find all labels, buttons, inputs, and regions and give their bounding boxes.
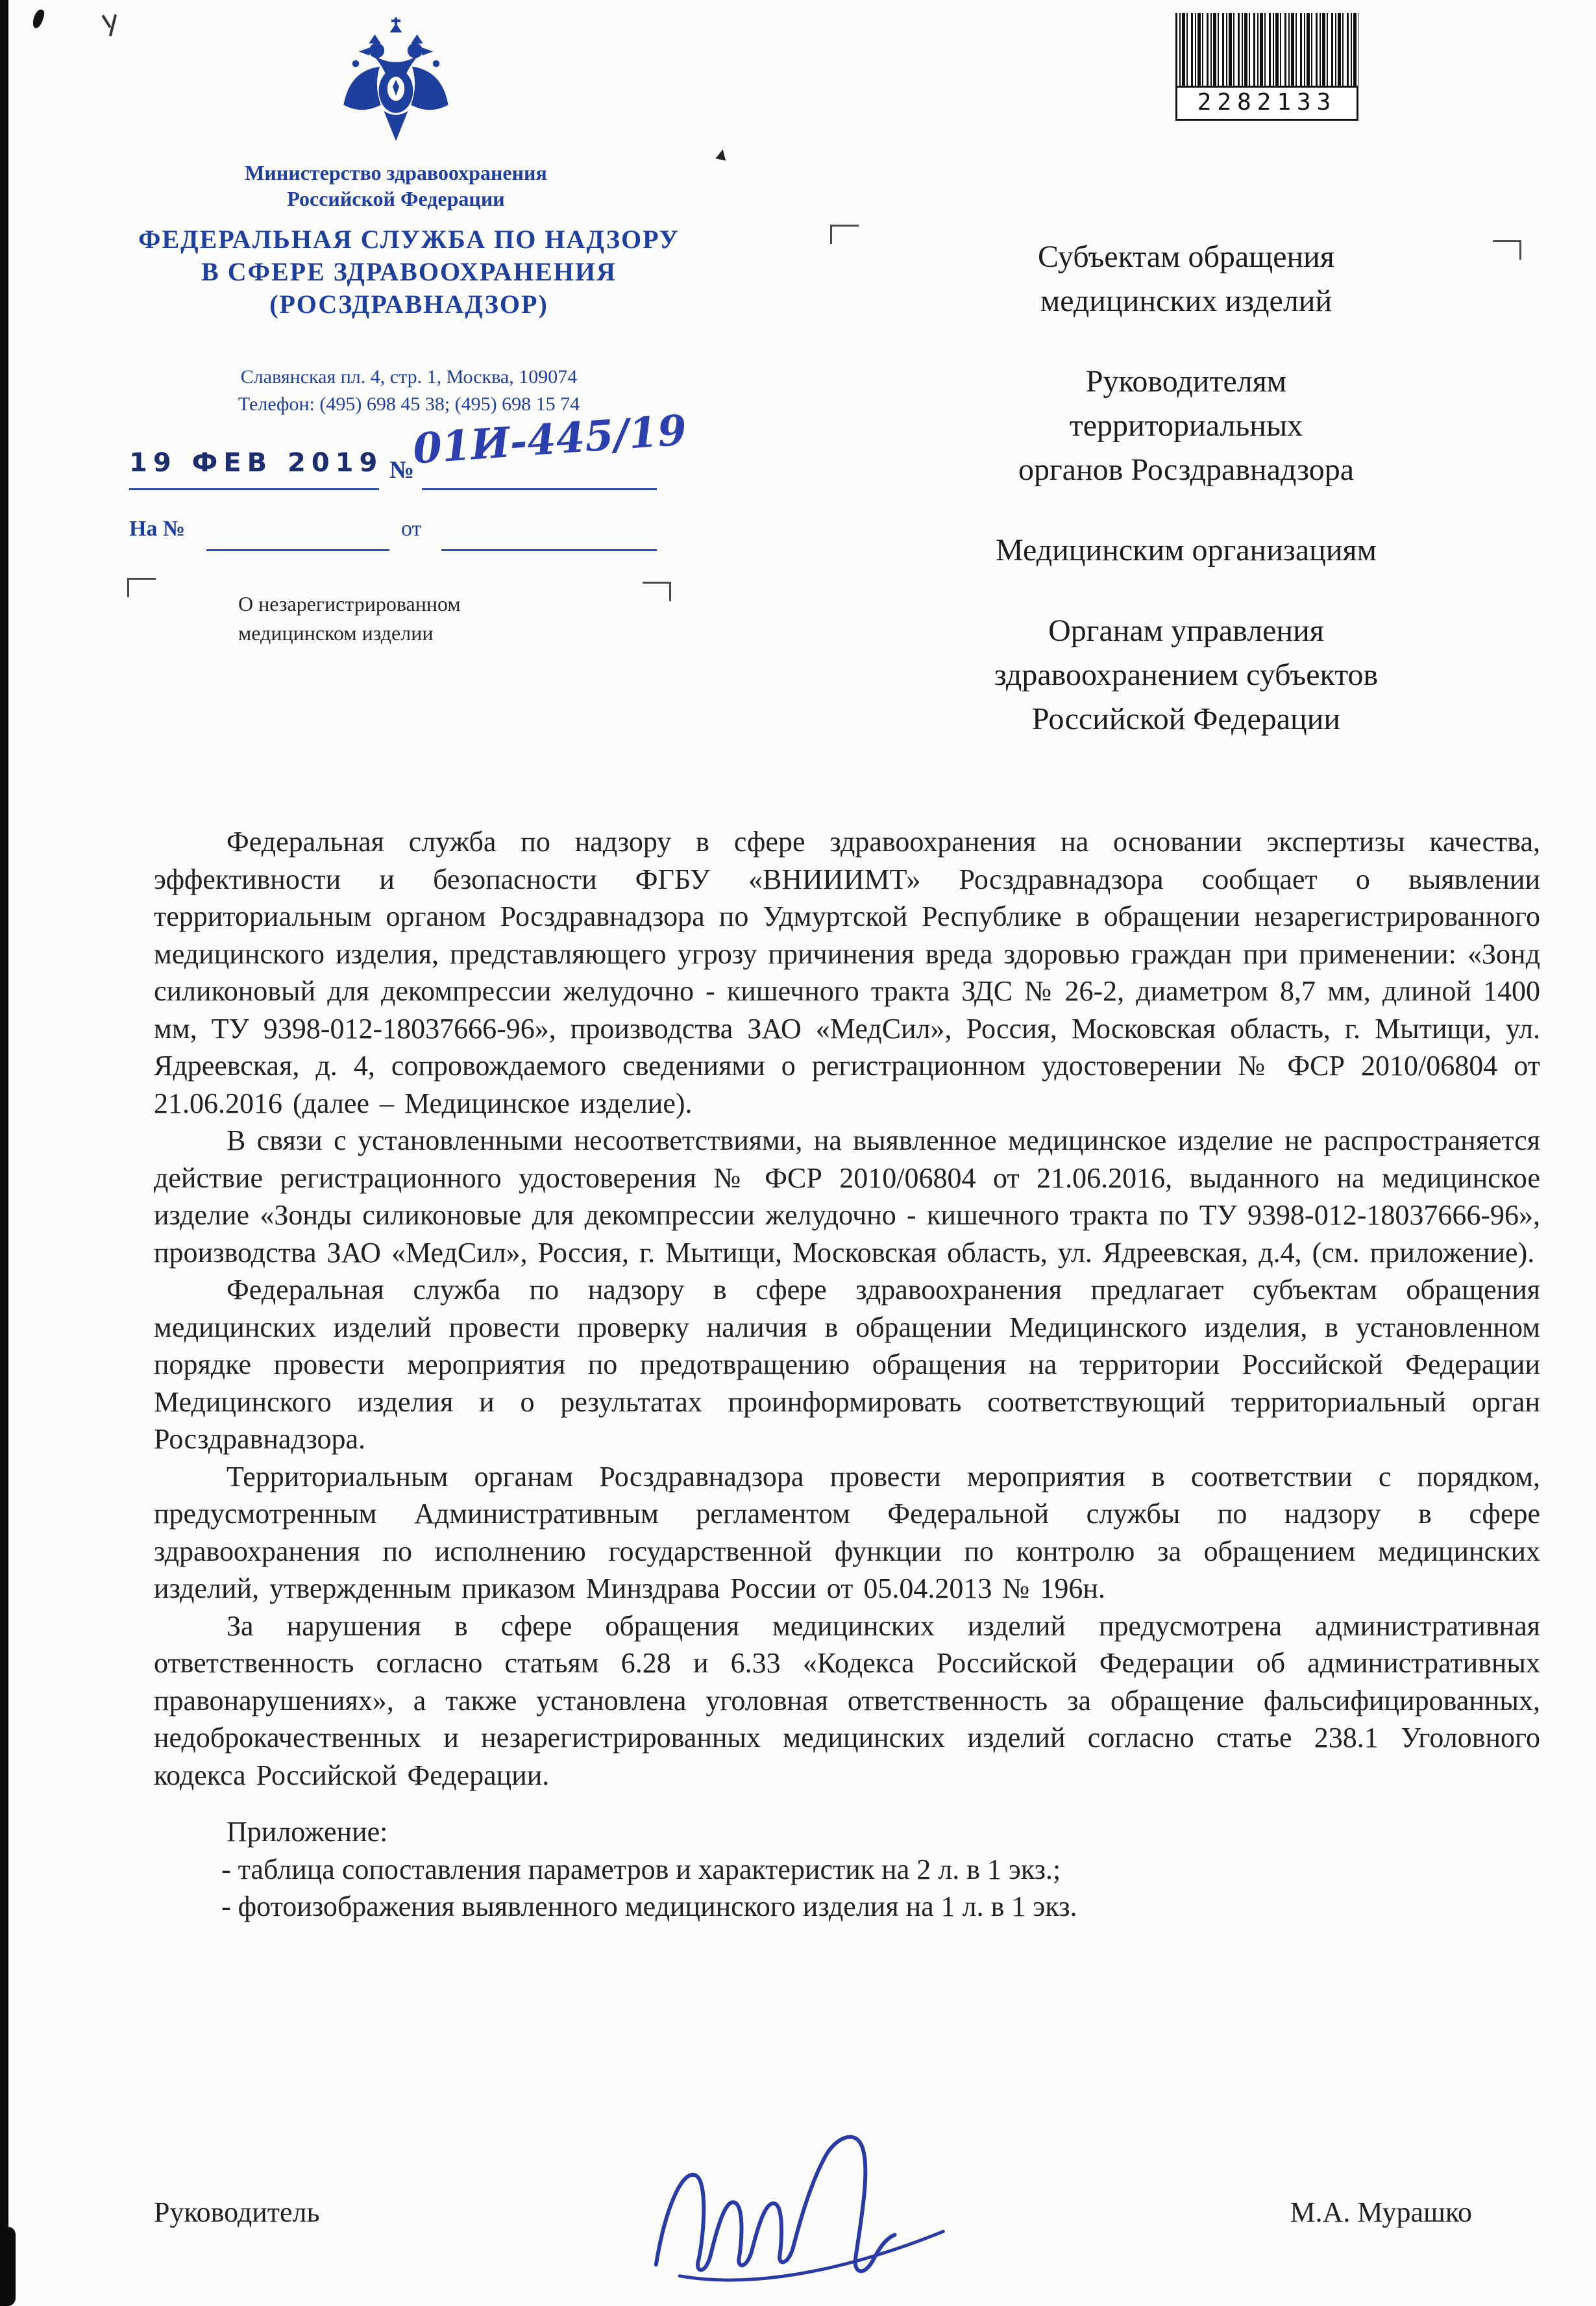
- ministry-line: Российской Федерации: [287, 187, 505, 210]
- addressee-line: Руководителям: [1085, 364, 1287, 399]
- coat-of-arms-icon: [336, 14, 456, 153]
- service-name: [110, 223, 707, 321]
- service-line: (РОСЗДРАВНАДЗОР): [269, 290, 548, 319]
- addressee-line: здравоохранением субъектов: [994, 658, 1379, 692]
- addressee-list: [831, 235, 1541, 741]
- subject-line: [238, 589, 461, 648]
- addressee-line: Субъектам обращения: [1038, 240, 1334, 274]
- attachment-item: - таблица сопоставления параметров и характеристик на 2 л. в 1 экз.;: [221, 1853, 1061, 1885]
- date-rule: [129, 488, 379, 490]
- ministry-name: [169, 160, 623, 212]
- barcode-bars: [1175, 13, 1358, 86]
- service-line: В СФЕРЕ ЗДРАВООХРАНЕНИЯ: [201, 257, 617, 286]
- ref-number-label: На №: [129, 517, 186, 541]
- ministry-line: Министерство здравоохранения: [245, 161, 547, 184]
- attachment-title: Приложение:: [227, 1816, 388, 1848]
- subject-corner-mark: [127, 578, 156, 597]
- number-rule: [422, 488, 657, 490]
- date-stamp: 19 ФЕВ 2019: [129, 448, 384, 478]
- signatory-role: Руководитель: [154, 2196, 320, 2228]
- handwritten-signature-ink: [630, 2106, 979, 2305]
- addressee-item: [831, 360, 1541, 492]
- handwritten-outgoing-number: 01И-445/19: [411, 406, 689, 474]
- ref-from-rule: [441, 549, 657, 551]
- scan-speck-artifact: [31, 8, 46, 30]
- barcode: [1175, 13, 1358, 121]
- scan-speck-artifact: [101, 15, 111, 29]
- addressee-item: [831, 235, 1541, 323]
- addressee-line: медицинских изделий: [1040, 284, 1332, 318]
- scan-edge-artifact: [0, 0, 8, 2306]
- letterhead-address: [110, 364, 707, 418]
- phone-line: Телефон: (495) 698 45 38; (495) 698 15 74: [238, 393, 580, 415]
- subject-corner-mark: [643, 582, 671, 601]
- addressee-line: органов Росздравнадзора: [1018, 453, 1354, 487]
- addressee-item: [831, 528, 1541, 573]
- subject-text: О незарегистрированном: [238, 592, 461, 615]
- addressee-line: территориальных: [1069, 408, 1303, 443]
- letter-body: [154, 823, 1540, 1926]
- addressee-line: Российской Федерации: [1031, 702, 1341, 736]
- address-line: Славянская пл. 4, стр. 1, Москва, 109074: [240, 366, 578, 388]
- scan-speck-artifact: [716, 149, 728, 161]
- ref-number-rule: [206, 549, 389, 551]
- scan-edge-blob-artifact: [0, 2227, 16, 2306]
- body-paragraph: Федеральная служба по надзору в сфере здравоохранения предлагает субъектам обращения медицинских изделий провести проверку наличия в обращении Медицинского изделия, в установленном порядке провести мероприятия по предотвращению обращения на территории Российской Федерации Медицинского изделия и о результатах проинформировать соответствующий территориальный орган Росздравнадзора.: [154, 1274, 1540, 1455]
- addressee-item: [831, 609, 1541, 741]
- body-paragraph: За нарушения в сфере обращения медицинских изделий предусмотрена административная ответственность согласно статьям 6.28 и 6.33 «Кодекса Российской Федерации об административных правонарушениях», а также установлена уголовная ответственность за обращение фальсифицированных, недоброкачественных и незарегистрированных медицинских изделий согласно статье 238.1 Уголовного кодекса Российской Федерации.: [154, 1609, 1540, 1791]
- attachment-item: - фотоизображения выявленного медицинского изделия на 1 л. в 1 экз.: [221, 1891, 1077, 1922]
- addressee-line: Медицинским организациям: [995, 533, 1377, 567]
- subject-text: медицинском изделии: [238, 621, 434, 645]
- number-label: №: [389, 456, 415, 484]
- ref-from-label: от: [401, 517, 422, 541]
- body-paragraph: Федеральная служба по надзору в сфере здравоохранения на основании экспертизы качества, эффективности и безопасности ФГБУ «ВНИИИМТ» Росздравнадзора сообщает о выявлении территориальным органом Росздравнадзора по Удмуртской Республике в обращении незарегистрированного медицинского изделия, представляющего угрозу причинения вреда здоровью граждан при применении: «Зонд силиконовый для декомпрессии желудочно - кишечного тракта ЗДС № 26-2, диаметром 8,7 мм, длиной 1400 мм, ТУ 9398-012-18037666-96», производства ЗАО «МедСил», Россия, Московская область, г. Мытищи, ул. Ядреевская, д. 4, сопровождаемого сведениями о регистрационном удостоверении № ФСР 2010/06804 от 21.06.2016 (далее – Медицинское изделие).: [154, 826, 1540, 1119]
- signatory-name: М.А. Мурашко: [1290, 2196, 1472, 2228]
- body-paragraph: Территориальным органам Росздравнадзора провести мероприятия в соответствии с порядком, предусмотренным Административным регламентом Федеральной службы по надзору в сфере здравоохранения по исполнению государственной функции по контролю за обращением медицинских изделий, утвержденным приказом Минздрава России от 05.04.2013 № 196н.: [154, 1460, 1540, 1604]
- service-line: ФЕДЕРАЛЬНАЯ СЛУЖБА ПО НАДЗОРУ: [138, 225, 680, 254]
- barcode-number: 2282133: [1175, 86, 1358, 121]
- body-paragraph: В связи с установленными несоответствиями, на выявленное медицинское изделие не распространяется действие регистрационного удостоверения № ФСР 2010/06804 от 21.06.2016, выданного на медицинское изделие «Зонды силиконовые для декомпрессии желудочно - кишечного тракта по ТУ 9398-012-18037666-96», производства ЗАО «МедСил», Россия, г. Мытищи, Московская область, ул. Ядреевская, д.4, (см. приложение).: [154, 1124, 1540, 1269]
- addressee-line: Органам управления: [1048, 614, 1324, 648]
